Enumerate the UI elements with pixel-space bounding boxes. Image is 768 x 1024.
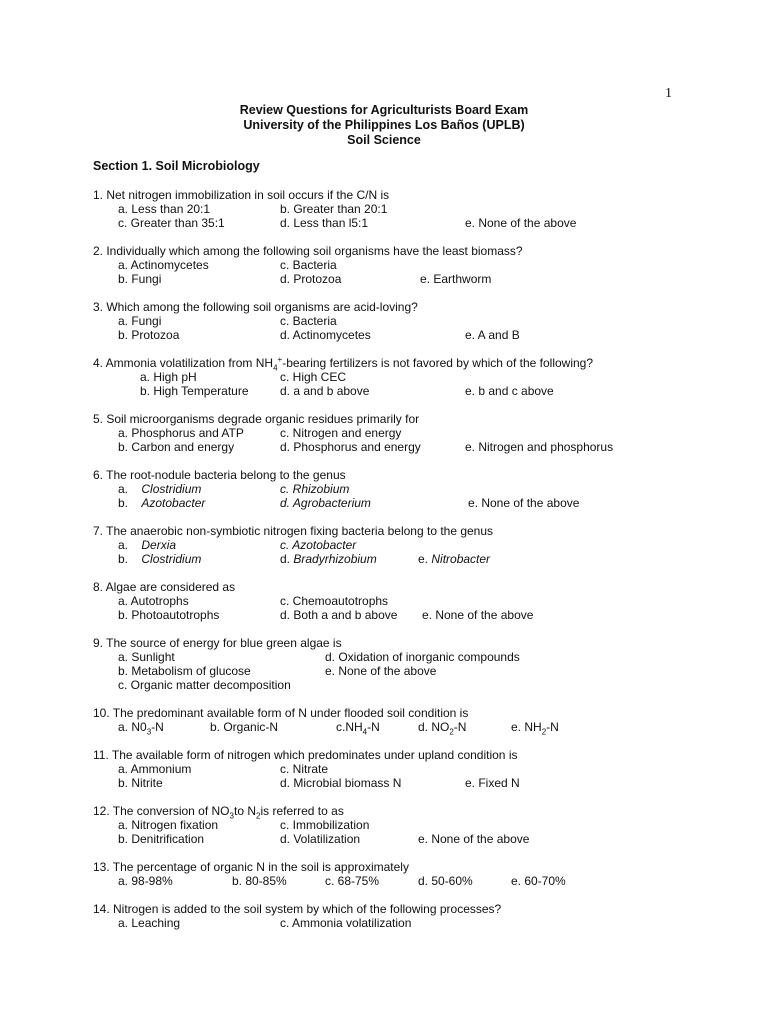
choice-a: a. $N0_3-N$	[118, 720, 164, 737]
choice-d: d. Less than l5:1	[280, 216, 369, 230]
choice-e: e. None of the above	[465, 216, 577, 230]
choice-d: d. Volatilization	[280, 832, 361, 846]
choice-c: c. Immobilization	[280, 818, 370, 832]
choice-d: d. $NO_2-N$	[418, 720, 467, 737]
choice-c: c. Greater than 35:1	[118, 216, 225, 230]
question-stem: 12. The conversion of $NO_3to$ $N_2is$ referred to as	[93, 804, 344, 821]
choice-b: b. Photoautotrophs	[118, 608, 220, 622]
choice-b: b. Metabolism of glucose	[118, 664, 251, 678]
section-title: Section 1. Soil Microbiology	[93, 159, 260, 173]
choice-e: e. b and c above	[465, 384, 554, 398]
choice-b: b. Clostridium	[118, 552, 202, 566]
choice-d: d. 50-60%	[418, 874, 473, 888]
choice-e: e. Nitrogen and phosphorus	[465, 440, 614, 454]
choice-d: d. Agrobacterium	[280, 496, 371, 510]
question-stem: 2. Individually which among the following soil organisms have the least biomass?	[93, 244, 523, 258]
choice-c: c. Bacteria	[280, 258, 337, 272]
choice-c: c. Bacteria	[280, 314, 337, 328]
choice-d: d. a and b above	[280, 384, 370, 398]
choice-c: c. Nitrate	[280, 762, 329, 776]
choice-d: d. Protozoa	[280, 272, 342, 286]
choice-a: a. Less than 20:1	[118, 202, 211, 216]
institution-name: University of the Philippines Los Baños (UPLB)	[243, 118, 525, 132]
question-stem: 11. The available form of nitrogen which predominates under upland condition is	[93, 748, 518, 762]
choice-e: e. A and B	[465, 328, 520, 342]
choice-b: b. Carbon and energy	[118, 440, 235, 454]
choice-a: a. Autotrophs	[118, 594, 189, 608]
choice-a: a. Derxia	[118, 538, 177, 552]
choice-a: a. Actinomycetes	[118, 258, 209, 272]
choice-d: d. Microbial biomass N	[280, 776, 402, 790]
choice-a: a. Fungi	[118, 314, 162, 328]
choice-e: e. Fixed N	[465, 776, 520, 790]
choice-b: b. Nitrite	[118, 776, 163, 790]
choice-c: c. Chemoautotrophs	[280, 594, 389, 608]
question-stem: 6. The root-nodule bacteria belong to the genus	[93, 468, 346, 482]
choice-d: d. Phosphorus and energy	[280, 440, 421, 454]
choice-a: a. Clostridium	[118, 482, 202, 496]
choice-e: e. None of the above	[422, 608, 534, 622]
choice-e: e. None of the above	[325, 664, 437, 678]
question-stem: 10. The predominant available form of N under flooded soil condition is	[93, 706, 469, 720]
choice-e: e. Nitrobacter	[418, 552, 491, 566]
question-stem: 1. Net nitrogen immobilization in soil occurs if the C/N is	[93, 188, 390, 202]
question-stem: 9. The source of energy for blue green algae is	[93, 636, 342, 650]
choice-b: b. 80-85%	[232, 874, 287, 888]
choice-c: $c.NH_4-N$	[336, 720, 380, 737]
choice-b: b. High Temperature	[140, 384, 249, 398]
choice-c: c. Azotobacter	[280, 538, 357, 552]
choice-a: a. Nitrogen fixation	[118, 818, 219, 832]
choice-e: e. None of the above	[468, 496, 580, 510]
question-stem: 7. The anaerobic non-symbiotic nitrogen fixing bacteria belong to the genus	[93, 524, 494, 538]
choice-e: e. $NH_2-N$	[511, 720, 559, 737]
subject-title: Soil Science	[347, 133, 421, 147]
choice-b: b. Protozoa	[118, 328, 180, 342]
choice-a: a. Leaching	[118, 916, 181, 930]
choice-b: b. Denitrification	[118, 832, 205, 846]
choice-d: d. Both a and b above	[280, 608, 398, 622]
choice-e: e. 60-70%	[511, 874, 566, 888]
choice-a: a. Phosphorus and ATP	[118, 426, 244, 440]
choice-e: e. None of the above	[418, 832, 530, 846]
choice-b: b. Azotobacter	[118, 496, 206, 510]
question-stem: 13. The percentage of organic N in the soil is approximately	[93, 860, 409, 874]
choice-c: c. Nitrogen and energy	[280, 426, 402, 440]
question-stem: 3. Which among the following soil organisms are acid-loving?	[93, 300, 418, 314]
choice-e: e. Earthworm	[420, 272, 492, 286]
choice-a: a. Sunlight	[118, 650, 175, 664]
choice-c: c. 68-75%	[325, 874, 380, 888]
question-stem: 4. Ammonia volatilization from $NH_4^+$-bearing fertilizers is not favored by which of the following?	[93, 355, 594, 373]
choice-a: a. Ammonium	[118, 762, 192, 776]
choice-c: c. Rhizobium	[280, 482, 350, 496]
choice-a: a. High pH	[140, 370, 197, 384]
choice-c: c. Organic matter decomposition	[118, 678, 291, 692]
choice-d: d. Actinomycetes	[280, 328, 371, 342]
question-stem: 14. Nitrogen is added to the soil system by which of the following processes?	[93, 902, 502, 916]
choice-c: c. High CEC	[280, 370, 347, 384]
choice-d: d. Oxidation of inorganic compounds	[325, 650, 520, 664]
choice-a: a. 98-98%	[118, 874, 173, 888]
page-number: 1	[665, 86, 672, 101]
question-stem: 5. Soil microorganisms degrade organic residues primarily for	[93, 412, 420, 426]
choice-b: b. Fungi	[118, 272, 162, 286]
choice-c: c. Ammonia volatilization	[280, 916, 412, 930]
question-stem: 8. Algae are considered as	[93, 580, 236, 594]
choice-d: d. Bradyrhizobium	[280, 552, 377, 566]
document-title: Review Questions for Agriculturists Board Exam	[239, 103, 529, 117]
choice-b: b. Greater than 20:1	[280, 202, 388, 216]
choice-b: b. Organic-N	[210, 720, 279, 734]
